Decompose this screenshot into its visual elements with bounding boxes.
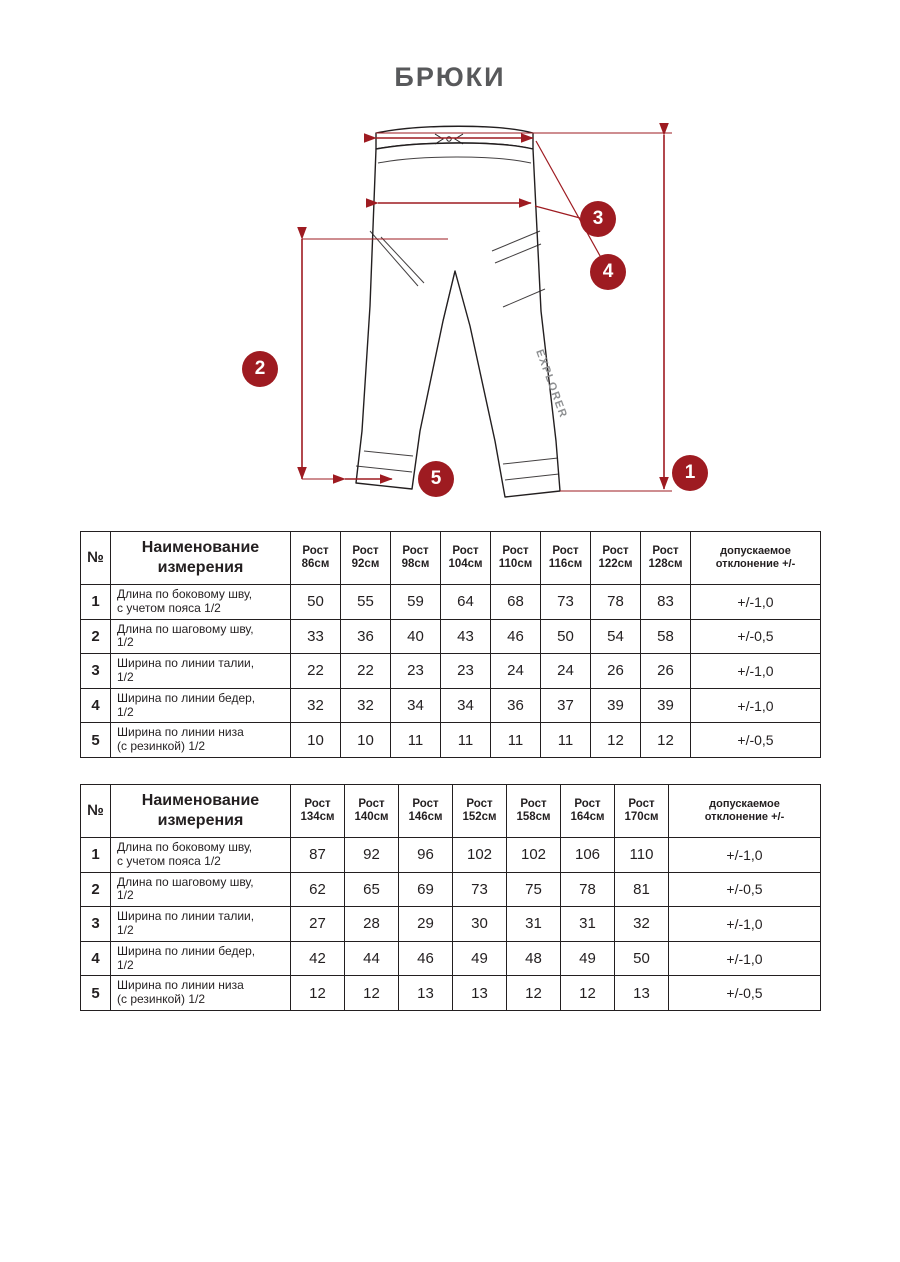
marker-1: 1 xyxy=(672,455,708,491)
cell-value: 102 xyxy=(453,837,507,872)
cell-value: 59 xyxy=(391,585,441,620)
pants-measurement-diagram xyxy=(0,111,900,531)
size-table-1-wrapper xyxy=(80,531,820,758)
cell-value: 65 xyxy=(345,872,399,907)
row-measurement-name: Ширина по линии бедер, 1/2 xyxy=(111,688,291,723)
row-measurement-name: Ширина по линии низа (с резинкой) 1/2 xyxy=(111,723,291,758)
table-row xyxy=(81,723,821,758)
cell-value: 110 xyxy=(615,837,669,872)
cell-value: 12 xyxy=(345,976,399,1011)
cell-value: 30 xyxy=(453,907,507,942)
cell-value: 73 xyxy=(541,585,591,620)
cell-value: 42 xyxy=(291,941,345,976)
cell-value: 78 xyxy=(561,872,615,907)
cell-value: 12 xyxy=(641,723,691,758)
row-number: 1 xyxy=(81,585,111,620)
cell-value: 32 xyxy=(291,688,341,723)
cell-value: 69 xyxy=(399,872,453,907)
marker-2: 2 xyxy=(242,351,278,387)
row-number: 3 xyxy=(81,907,111,942)
header-measurement-name xyxy=(111,532,291,585)
cell-value: 78 xyxy=(591,585,641,620)
header-line-2: измерения xyxy=(157,559,244,576)
table-row xyxy=(81,654,821,689)
header-size-104: Рост 104см xyxy=(441,532,491,585)
cell-deviation: +/-0,5 xyxy=(691,619,821,654)
cell-value: 10 xyxy=(341,723,391,758)
row-measurement-name: Ширина по линии талии, 1/2 xyxy=(111,907,291,942)
cell-value: 49 xyxy=(453,941,507,976)
cell-value: 31 xyxy=(507,907,561,942)
cell-value: 26 xyxy=(641,654,691,689)
header-number: № xyxy=(81,532,111,585)
header-size-110: Рост 110см xyxy=(491,532,541,585)
cell-value: 12 xyxy=(591,723,641,758)
cell-value: 54 xyxy=(591,619,641,654)
header-size-98: Рост 98см xyxy=(391,532,441,585)
cell-value: 96 xyxy=(399,837,453,872)
cell-value: 22 xyxy=(291,654,341,689)
header-size-122: Рост 122см xyxy=(591,532,641,585)
cell-value: 106 xyxy=(561,837,615,872)
cell-value: 43 xyxy=(441,619,491,654)
cell-value: 12 xyxy=(291,976,345,1011)
cell-value: 34 xyxy=(441,688,491,723)
header-size-140: Рост 140см xyxy=(345,784,399,837)
header-number: № xyxy=(81,784,111,837)
cell-value: 36 xyxy=(491,688,541,723)
cell-value: 55 xyxy=(341,585,391,620)
cell-value: 32 xyxy=(341,688,391,723)
cell-deviation: +/-1,0 xyxy=(669,907,821,942)
cell-deviation: +/-1,0 xyxy=(691,654,821,689)
marker-5: 5 xyxy=(418,461,454,497)
marker-3: 3 xyxy=(580,201,616,237)
header-deviation: допускаемое отклонение +/- xyxy=(691,532,821,585)
table-row xyxy=(81,688,821,723)
cell-value: 46 xyxy=(491,619,541,654)
table-row xyxy=(81,941,821,976)
table-1-header xyxy=(81,532,821,585)
table-row xyxy=(81,837,821,872)
table-row xyxy=(81,619,821,654)
cell-value: 68 xyxy=(491,585,541,620)
table-2-header xyxy=(81,784,821,837)
cell-value: 13 xyxy=(399,976,453,1011)
table-1-body xyxy=(81,585,821,758)
cell-value: 44 xyxy=(345,941,399,976)
size-table-2 xyxy=(80,784,821,1011)
row-number: 5 xyxy=(81,976,111,1011)
cell-deviation: +/-1,0 xyxy=(691,688,821,723)
cell-value: 12 xyxy=(507,976,561,1011)
cell-value: 58 xyxy=(641,619,691,654)
cell-value: 87 xyxy=(291,837,345,872)
header-line-1: Наименование xyxy=(141,539,260,556)
cell-value: 36 xyxy=(341,619,391,654)
cell-value: 24 xyxy=(491,654,541,689)
header-size-170: Рост 170см xyxy=(615,784,669,837)
page-title: БРЮКИ xyxy=(394,62,506,92)
row-measurement-name: Ширина по линии низа (с резинкой) 1/2 xyxy=(111,976,291,1011)
row-measurement-name: Длина по боковому шву, с учетом пояса 1/2 xyxy=(111,585,291,620)
cell-value: 29 xyxy=(399,907,453,942)
cell-value: 92 xyxy=(345,837,399,872)
cell-value: 11 xyxy=(541,723,591,758)
size-table-2-wrapper xyxy=(80,784,820,1011)
header-size-116: Рост 116см xyxy=(541,532,591,585)
cell-deviation: +/-1,0 xyxy=(669,837,821,872)
cell-value: 28 xyxy=(345,907,399,942)
header-size-158: Рост 158см xyxy=(507,784,561,837)
cell-value: 49 xyxy=(561,941,615,976)
cell-value: 39 xyxy=(641,688,691,723)
size-chart-page xyxy=(0,62,900,1262)
cell-value: 102 xyxy=(507,837,561,872)
row-number: 2 xyxy=(81,872,111,907)
table-header-row xyxy=(81,784,821,837)
table-row xyxy=(81,585,821,620)
cell-value: 50 xyxy=(541,619,591,654)
cell-deviation: +/-1,0 xyxy=(669,941,821,976)
cell-value: 50 xyxy=(615,941,669,976)
table-row xyxy=(81,872,821,907)
cell-value: 11 xyxy=(391,723,441,758)
cell-value: 23 xyxy=(441,654,491,689)
header-size-146: Рост 146см xyxy=(399,784,453,837)
table-2-body xyxy=(81,837,821,1010)
cell-value: 62 xyxy=(291,872,345,907)
cell-value: 10 xyxy=(291,723,341,758)
cell-value: 46 xyxy=(399,941,453,976)
row-number: 1 xyxy=(81,837,111,872)
cell-deviation: +/-0,5 xyxy=(691,723,821,758)
row-number: 5 xyxy=(81,723,111,758)
row-measurement-name: Длина по боковому шву, с учетом пояса 1/2 xyxy=(111,837,291,872)
row-measurement-name: Ширина по линии бедер, 1/2 xyxy=(111,941,291,976)
cell-value: 37 xyxy=(541,688,591,723)
cell-value: 64 xyxy=(441,585,491,620)
table-row xyxy=(81,976,821,1011)
cell-value: 75 xyxy=(507,872,561,907)
cell-value: 23 xyxy=(391,654,441,689)
brand-label: EXPLORER xyxy=(533,347,570,421)
cell-value: 27 xyxy=(291,907,345,942)
cell-value: 48 xyxy=(507,941,561,976)
cell-value: 50 xyxy=(291,585,341,620)
cell-value: 13 xyxy=(453,976,507,1011)
cell-value: 11 xyxy=(441,723,491,758)
header-size-164: Рост 164см xyxy=(561,784,615,837)
cell-value: 26 xyxy=(591,654,641,689)
cell-value: 73 xyxy=(453,872,507,907)
cell-deviation: +/-1,0 xyxy=(691,585,821,620)
cell-value: 24 xyxy=(541,654,591,689)
cell-value: 40 xyxy=(391,619,441,654)
row-number: 3 xyxy=(81,654,111,689)
header-deviation: допускаемое отклонение +/- xyxy=(669,784,821,837)
size-table-1 xyxy=(80,531,821,758)
header-size-134: Рост 134см xyxy=(291,784,345,837)
row-number: 4 xyxy=(81,941,111,976)
table-header-row xyxy=(81,532,821,585)
header-size-86: Рост 86см xyxy=(291,532,341,585)
row-number: 2 xyxy=(81,619,111,654)
cell-value: 22 xyxy=(341,654,391,689)
row-measurement-name: Длина по шаговому шву, 1/2 xyxy=(111,872,291,907)
cell-value: 33 xyxy=(291,619,341,654)
cell-value: 12 xyxy=(561,976,615,1011)
header-measurement-name: Наименование измерения xyxy=(111,784,291,837)
cell-value: 13 xyxy=(615,976,669,1011)
row-measurement-name: Ширина по линии талии, 1/2 xyxy=(111,654,291,689)
row-measurement-name: Длина по шаговому шву, 1/2 xyxy=(111,619,291,654)
cell-value: 31 xyxy=(561,907,615,942)
row-number: 4 xyxy=(81,688,111,723)
cell-value: 39 xyxy=(591,688,641,723)
header-size-152: Рост 152см xyxy=(453,784,507,837)
cell-value: 34 xyxy=(391,688,441,723)
cell-value: 11 xyxy=(491,723,541,758)
table-row xyxy=(81,907,821,942)
cell-deviation: +/-0,5 xyxy=(669,976,821,1011)
cell-deviation: +/-0,5 xyxy=(669,872,821,907)
marker-4: 4 xyxy=(590,254,626,290)
cell-value: 81 xyxy=(615,872,669,907)
cell-value: 32 xyxy=(615,907,669,942)
header-size-92: Рост 92см xyxy=(341,532,391,585)
header-size-128: Рост 128см xyxy=(641,532,691,585)
cell-value: 83 xyxy=(641,585,691,620)
